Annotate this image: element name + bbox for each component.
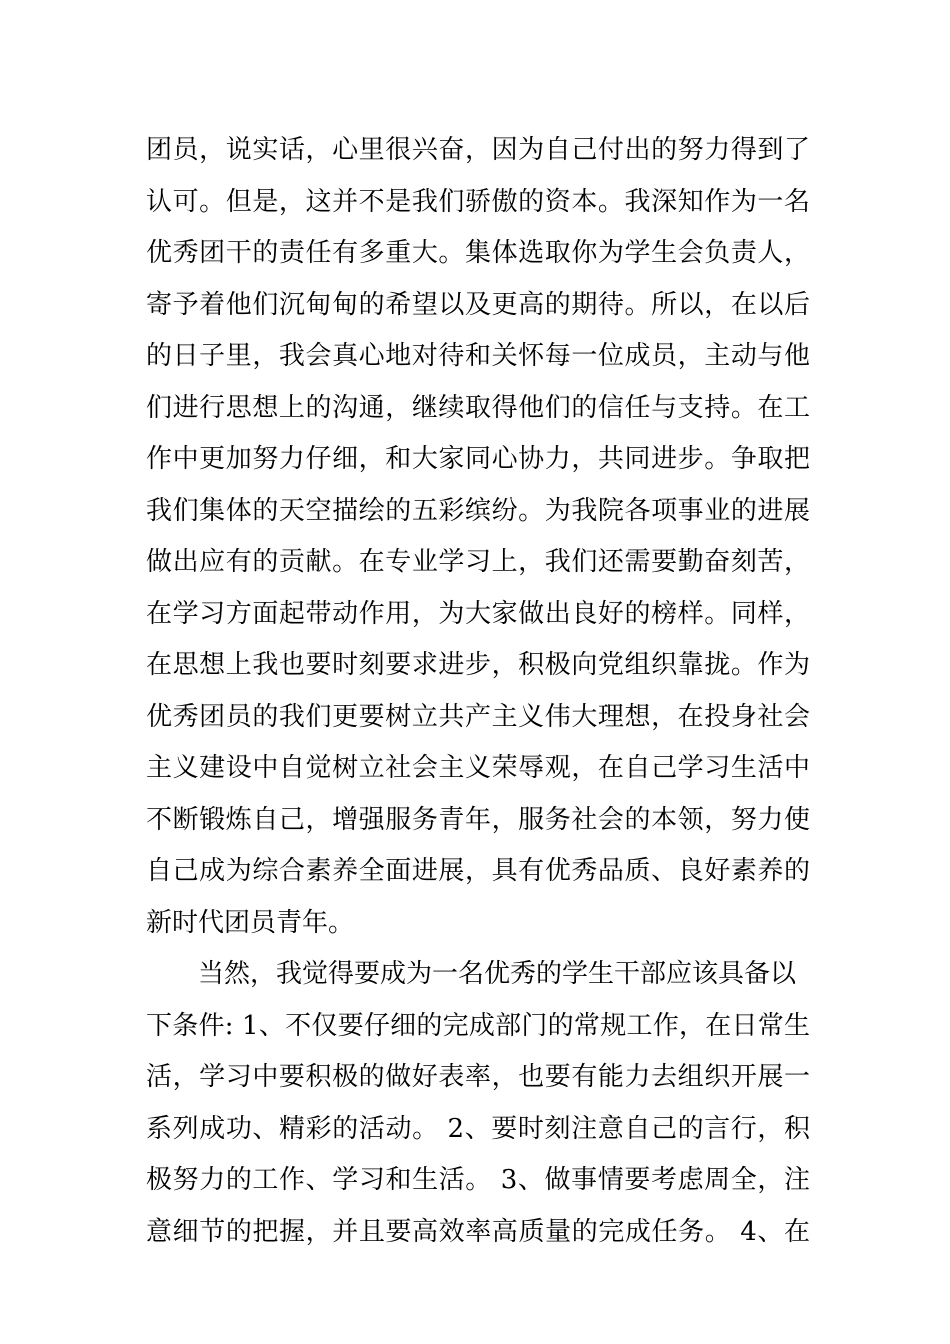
text-line: 不断锻炼自己，增强服务青年，服务社会的本领，努力使 xyxy=(146,804,810,835)
text-line: 优秀团干的责任有多重大。集体选取你为学生会负责人， xyxy=(146,238,810,268)
text-line: 极努力的工作、学习和生活。 3、做事情要考虑周全，注 xyxy=(146,1165,810,1195)
text-line: 自己成为综合素养全面进展，具有优秀品质、良好素养的 xyxy=(146,856,810,886)
text-line: 在思想上我也要时刻要求进步，积极向党组织靠拢。作为 xyxy=(146,650,810,680)
text-line: 寄予着他们沉甸甸的希望以及更高的期待。所以，在以后 xyxy=(146,289,810,320)
text-line: 系列成功、精彩的活动。 2、要时刻注意自己的言行，积 xyxy=(146,1113,810,1144)
text-line: 活，学习中要积极的做好表率，也要有能力去组织开展一 xyxy=(146,1062,810,1092)
text-line: 优秀团员的我们更要树立共产主义伟大理想，在投身社会 xyxy=(146,701,810,732)
paragraph-1 xyxy=(146,125,810,949)
text-line: 在学习方面起带动作用，为大家做出良好的榜样。同样， xyxy=(146,598,810,629)
text-line: 当然，我觉得要成为一名优秀的学生干部应该具备以 xyxy=(146,959,797,989)
text-line: 我们集体的天空描绘的五彩缤纷。为我院各项事业的进展 xyxy=(146,495,810,526)
text-line: 们进行思想上的沟通，继续取得他们的信任与支持。在工 xyxy=(146,392,810,423)
text-line: 团员，说实话，心里很兴奋，因为自己付出的努力得到了 xyxy=(146,135,810,165)
text-line: 下条件: 1、不仅要仔细的完成部门的常规工作，在日常生 xyxy=(146,1010,810,1041)
text-line: 主义建设中自觉树立社会主义荣辱观，在自己学习生活中 xyxy=(146,753,810,783)
text-line: 作中更加努力仔细，和大家同心协力，共同进步。争取把 xyxy=(146,444,810,474)
paragraph-2 xyxy=(146,949,810,1258)
text-line: 做出应有的贡献。在专业学习上，我们还需要勤奋刻苦， xyxy=(146,547,810,577)
text-line: 意细节的把握，并且要高效率高质量的完成任务。 4、在 xyxy=(146,1216,810,1247)
body-text xyxy=(146,125,810,1258)
text-line: 的日子里，我会真心地对待和关怀每一位成员，主动与他 xyxy=(146,341,810,371)
text-line: 新时代团员青年。 xyxy=(146,907,355,938)
text-line: 认可。但是，这并不是我们骄傲的资本。我深知作为一名 xyxy=(146,186,810,217)
